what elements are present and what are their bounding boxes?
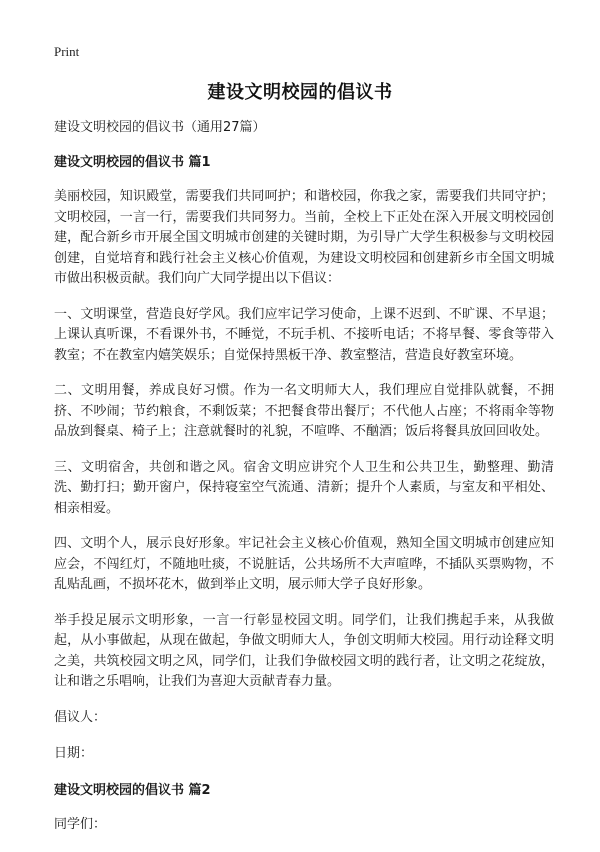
paragraph-personal: 四、文明个人，展示良好形象。牢记社会主义核心价值观，熟知全国文明城市创建应知应会，不闯红灯，不随地吐痰，不说脏话，公共场所不大声喧哗，不插队买票购物，不乱贴乱画，不损坏花木，做到举止文明，展示师大学子良好形象。 [54, 536, 554, 592]
proposer-label: 倡议人： [54, 709, 107, 725]
document-subtitle: 建设文明校园的倡议书（通用27篇） [54, 120, 266, 135]
paragraph-classroom: 一、文明课堂，营造良好学风。我们应牢记学习使命，上课不迟到、不旷课、不早退；上课认真听课，不看课外书，不睡觉，不玩手机、不接听电话；不将早餐、零食等带入教室；不在教室内嬉笑娱乐；自觉保持黑板干净、教室整洁，营造良好教室环境。 [54, 306, 554, 363]
page-title: 建设文明校园的倡议书 [207, 82, 393, 103]
paragraph-closing: 举手投足展示文明形象，一言一行彰显校园文明。同学们，让我们携起手来，从我做起，从小事做起，从现在做起，争做文明师大人，争创文明师大校园。用行动诠释文明之美，共筑校园文明之风，同学们，让我们争做校园文明的践行者，让文明之花绽放，让和谐之乐唱响，让我们为喜迎大贡献青春力量。 [54, 612, 554, 689]
print-link[interactable]: Print [54, 44, 80, 59]
paragraph-dormitory: 三、文明宿舍，共创和谐之风。宿舍文明应讲究个人卫生和公共卫生，勤整理、勤清洗、勤打扫；勤开窗户，保持寝室空气流通、清新；提升个人素质，与室友和平相处、相亲相爱。 [54, 459, 554, 516]
section-heading-1: 建设文明校园的倡议书 篇1 [54, 154, 211, 170]
greeting: 同学们： [54, 817, 107, 832]
date-label: 日期： [54, 746, 94, 761]
paragraph-dining: 二、文明用餐，养成良好习惯。作为一名文明师大人，我们理应自觉排队就餐，不拥挤、不吵闹；节约粮食，不剩饭菜；不把餐食带出餐厅；不代他人占座；不将雨伞等物品放到餐桌、椅子上；注意就餐时的礼貌，不喧哗、不酗酒；饭后将餐具放回回收处。 [54, 383, 554, 439]
paragraph-intro: 美丽校园，知识殿堂，需要我们共同呵护；和谐校园，你我之家，需要我们共同守护；文明校园，一言一行，需要我们共同努力。当前，全校上下正处在深入开展文明校园创建，配合新乡市开展全国文明城市创建的关键时期，为引导广大学生积极参与文明校园创建，自觉培育和践行社会主义核心价值观，为建设文明校园和创建新乡市全国文明城市做出积极贡献。我们向广大同学提出以下倡议： [54, 189, 554, 286]
section-heading-2: 建设文明校园的倡议书 篇2 [54, 782, 211, 798]
document-body [54, 118, 554, 852]
